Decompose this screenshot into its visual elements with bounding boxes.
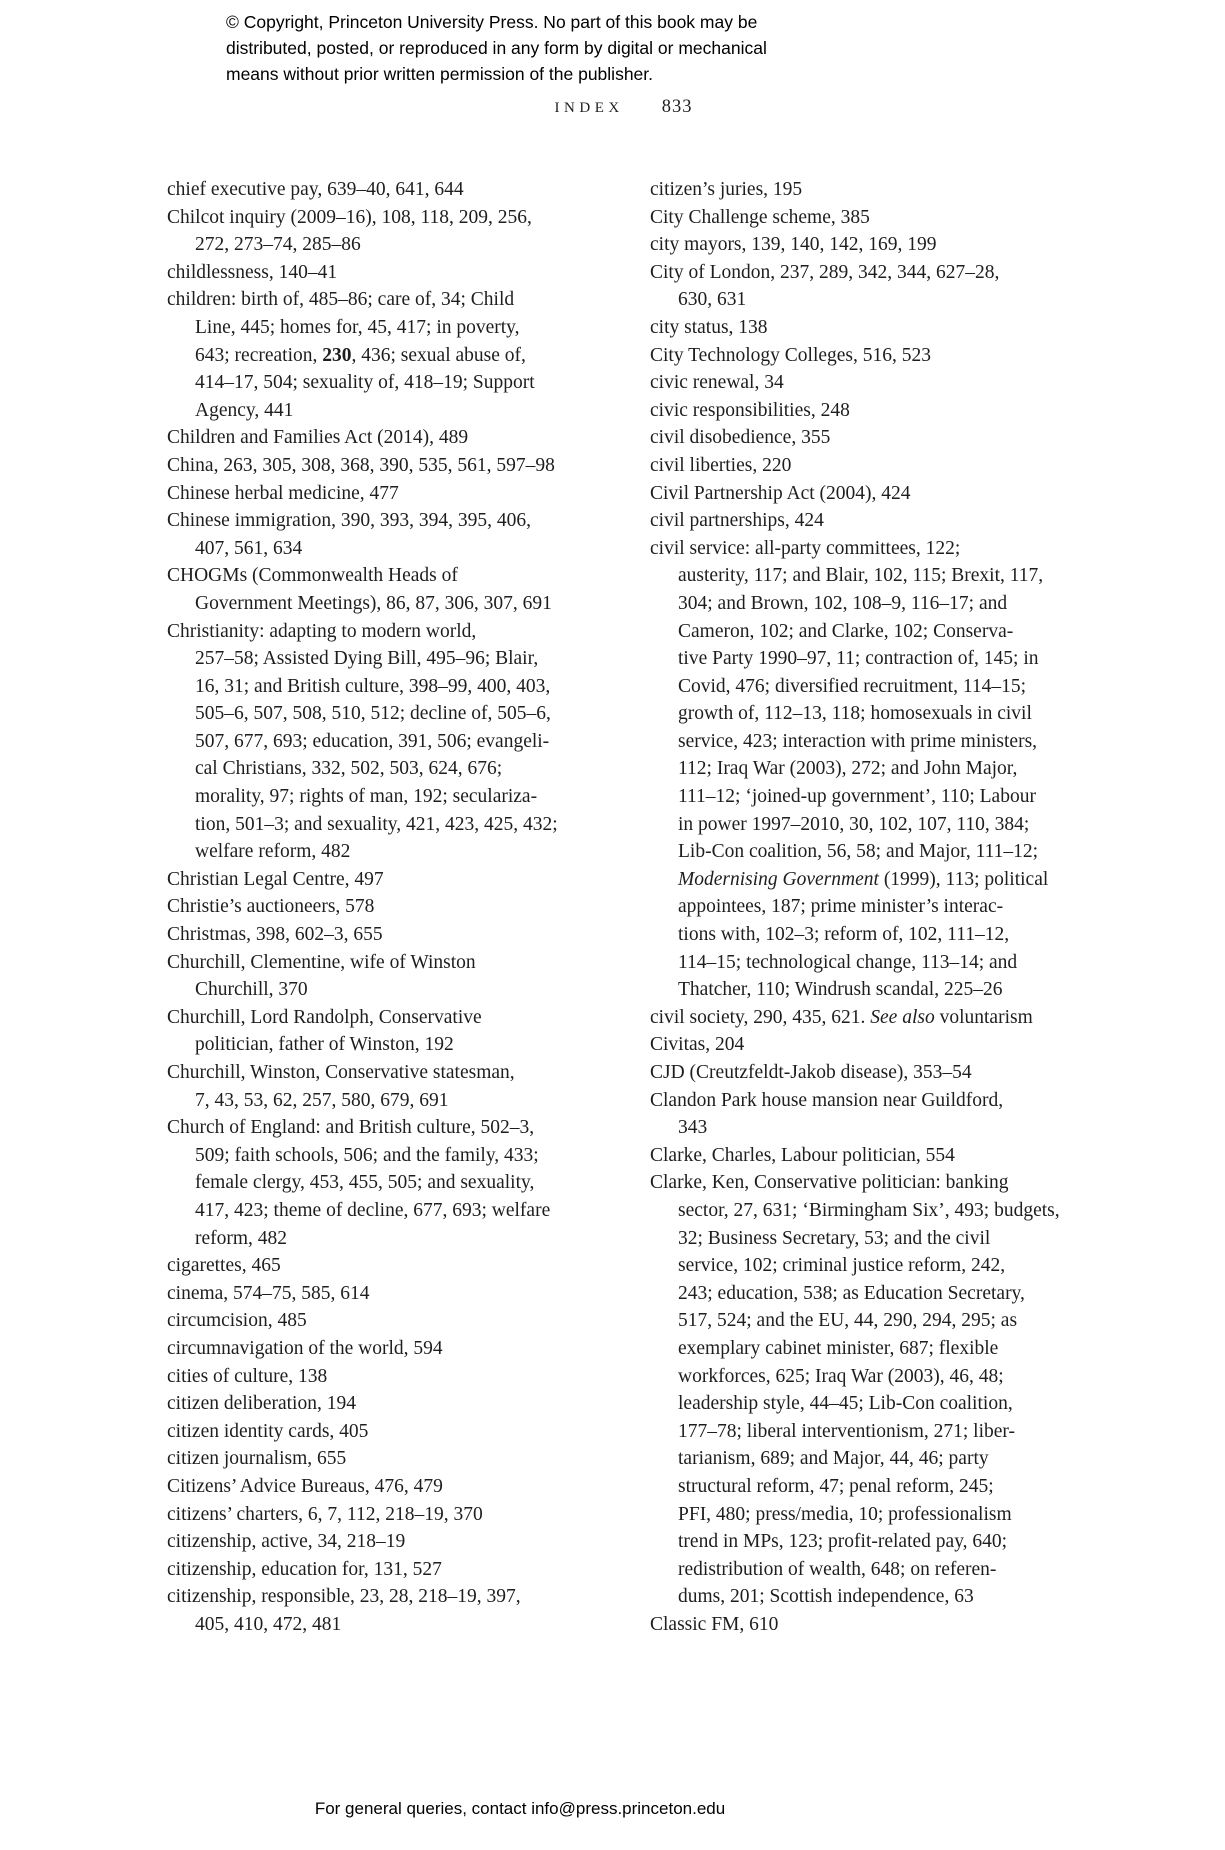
index-entry <box>167 1473 558 1501</box>
index-entry-line: cities of culture, 138 <box>167 1365 328 1387</box>
index-entry-line: childlessness, 140–41 <box>167 261 338 283</box>
index-entry-line: citizenship, responsible, 23, 28, 218–19, 397, <box>167 1586 521 1608</box>
index-entry-line-continuation: cal Christians, 332, 502, 503, 624, 676; <box>195 758 503 780</box>
index-entry <box>167 176 558 204</box>
index-entry-line-continuation: 643; recreation, 230, 436; sexual abuse of, <box>195 344 526 366</box>
copyright-line: distributed, posted, or reproduced in any form by digital or mechanical <box>226 38 767 58</box>
index-entry <box>167 259 558 287</box>
index-entry-line: citizen’s juries, 195 <box>650 179 803 200</box>
index-entry-line: Christianity: adapting to modern world, <box>167 620 477 642</box>
index-entry-line-continuation: appointees, 187; prime minister’s interac- <box>678 896 1004 918</box>
index-entry-line-continuation: 304; and Brown, 102, 108–9, 116–17; and <box>678 592 1008 614</box>
index-column-right <box>650 176 1060 1638</box>
index-entry-line: Christie’s auctioneers, 578 <box>167 896 375 918</box>
index-entry-line-continuation: Covid, 476; diversified recruitment, 114–15; <box>678 675 1027 697</box>
index-entry-line: civic responsibilities, 248 <box>650 399 850 421</box>
index-entry-line-continuation: 343 <box>678 1117 708 1139</box>
index-entry-line-continuation: austerity, 117; and Blair, 102, 115; Brexit, 117, <box>678 565 1044 587</box>
index-entry-line: city mayors, 139, 140, 142, 169, 199 <box>650 234 937 256</box>
index-entry-line-continuation: 7, 43, 53, 62, 257, 580, 679, 691 <box>195 1089 449 1111</box>
index-entry-line-continuation: tarianism, 689; and Major, 44, 46; party <box>678 1448 989 1470</box>
index-entry <box>650 1031 1060 1059</box>
index-entry-line-continuation: 509; faith schools, 506; and the family, 433; <box>195 1144 539 1166</box>
index-entry-line: circumnavigation of the world, 594 <box>167 1337 443 1359</box>
copyright-line: means without prior written permission of the publisher. <box>226 64 654 84</box>
index-entry <box>650 314 1060 342</box>
index-entry <box>650 369 1060 397</box>
index-entry-line-continuation: tion, 501–3; and sexuality, 421, 423, 425, 432; <box>195 813 558 835</box>
index-entry-line-continuation: tions with, 102–3; reform of, 102, 111–12, <box>678 924 1010 946</box>
index-entry <box>167 893 558 921</box>
index-entry <box>167 507 558 562</box>
index-entry <box>167 1418 558 1446</box>
index-title: INDEX <box>554 100 624 116</box>
index-entry <box>167 204 558 259</box>
index-entry-line-continuation: 111–12; ‘joined-up government’, 110; Labour <box>678 786 1036 808</box>
index-entry-line-continuation: 505–6, 507, 508, 510, 512; decline of, 505–6, <box>195 703 551 725</box>
index-entry <box>167 1390 558 1418</box>
index-entry <box>167 1280 558 1308</box>
index-entry-line-continuation: service, 102; criminal justice reform, 242, <box>678 1255 1006 1277</box>
index-entry-line: civil liberties, 220 <box>650 454 792 476</box>
index-entry <box>167 1307 558 1335</box>
index-column-left <box>167 176 558 1638</box>
index-entry <box>167 424 558 452</box>
index-entry-line-continuation: exemplary cabinet minister, 687; flexible <box>678 1337 999 1359</box>
index-entry-line-continuation: dums, 201; Scottish independence, 63 <box>678 1586 974 1608</box>
index-entry-line-continuation: redistribution of wealth, 648; on referen- <box>678 1558 997 1580</box>
index-entry <box>167 1363 558 1391</box>
index-entry-line-continuation: 507, 677, 693; education, 391, 506; evangeli- <box>195 730 550 752</box>
index-entry-line: City of London, 237, 289, 342, 344, 627–28, <box>650 261 1000 283</box>
index-entry <box>650 231 1060 259</box>
index-entry-line-continuation: service, 423; interaction with prime ministers, <box>678 730 1038 752</box>
index-entry-line-continuation: Churchill, 370 <box>195 979 308 1001</box>
index-entry-line-continuation: 414–17, 504; sexuality of, 418–19; Support <box>195 372 535 394</box>
index-entry-line: Clarke, Charles, Labour politician, 554 <box>650 1144 955 1166</box>
index-entry <box>650 397 1060 425</box>
index-entry-line-continuation: structural reform, 47; penal reform, 245; <box>678 1475 994 1497</box>
index-entry-line: Classic FM, 610 <box>650 1613 779 1635</box>
index-entry-line-continuation: in power 1997–2010, 30, 102, 107, 110, 384; <box>678 813 1030 835</box>
index-entry-line-continuation: 407, 561, 634 <box>195 537 303 559</box>
index-entry-line-continuation: 112; Iraq War (2003), 272; and John Major, <box>678 758 1018 780</box>
index-entry-line-continuation: 16, 31; and British culture, 398–99, 400, 403, <box>195 675 551 697</box>
index-entry-line: circumcision, 485 <box>167 1310 307 1332</box>
index-entry-line: Christmas, 398, 602–3, 655 <box>167 924 383 946</box>
index-entry-line-continuation: Lib-Con coalition, 56, 58; and Major, 111–12; <box>678 841 1039 863</box>
index-entry-line-continuation: reform, 482 <box>195 1227 288 1249</box>
index-entry <box>650 1087 1060 1142</box>
index-entry-line: Civitas, 204 <box>650 1034 745 1056</box>
index-entry <box>167 866 558 894</box>
index-entry-line: cigarettes, 465 <box>167 1255 281 1277</box>
index-entry <box>167 1059 558 1114</box>
index-entry-line: chief executive pay, 639–40, 641, 644 <box>167 179 464 200</box>
index-entry-line: Chinese herbal medicine, 477 <box>167 482 399 504</box>
index-entry <box>650 507 1060 535</box>
index-entry <box>650 424 1060 452</box>
index-entry-line-continuation: politician, father of Winston, 192 <box>195 1034 454 1056</box>
index-entry-line-continuation: growth of, 112–13, 118; homosexuals in civil <box>678 703 1032 725</box>
index-entry-line-continuation: welfare reform, 482 <box>195 841 351 863</box>
index-entry-line: citizenship, education for, 131, 527 <box>167 1558 442 1580</box>
index-entry <box>650 342 1060 370</box>
index-entry-line-continuation: 272, 273–74, 285–86 <box>195 234 361 256</box>
index-entry-line: Churchill, Clementine, wife of Winston <box>167 951 476 973</box>
index-entry <box>167 1004 558 1059</box>
copyright-notice <box>226 9 866 87</box>
index-entry <box>650 259 1060 314</box>
index-entry <box>167 1501 558 1529</box>
running-head <box>11 97 1225 118</box>
index-entry-line-continuation: 630, 631 <box>678 289 747 311</box>
index-entry <box>167 1252 558 1280</box>
index-entry <box>167 1583 558 1638</box>
index-entry-line-continuation: tive Party 1990–97, 11; contraction of, 145; in <box>678 648 1039 670</box>
index-entry-line: civil society, 290, 435, 621. See also voluntarism <box>650 1006 1033 1028</box>
index-entry <box>167 1114 558 1252</box>
index-entry-line-continuation: leadership style, 44–45; Lib-Con coalition, <box>678 1393 1013 1415</box>
index-entry-line: civil partnerships, 424 <box>650 510 824 532</box>
index-entry-line: citizen deliberation, 194 <box>167 1393 356 1415</box>
index-entry <box>167 1556 558 1584</box>
index-entry-line-continuation: morality, 97; rights of man, 192; seculariza- <box>195 786 538 808</box>
index-entry <box>650 1059 1060 1087</box>
index-entry-line: civil disobedience, 355 <box>650 427 831 449</box>
index-entry-line-continuation: Modernising Government (1999), 113; political <box>678 868 1049 890</box>
index-entry-line: civil service: all-party committees, 122; <box>650 537 961 559</box>
index-entry-line: Children and Families Act (2014), 489 <box>167 427 469 449</box>
index-entry-line: CJD (Creutzfeldt-Jakob disease), 353–54 <box>650 1062 972 1083</box>
index-entry-line: citizen journalism, 655 <box>167 1448 347 1470</box>
index-entry-line-continuation: 114–15; technological change, 113–14; and <box>678 951 1018 973</box>
index-entry-line-continuation: 417, 423; theme of decline, 677, 693; welfare <box>195 1199 551 1221</box>
index-entry <box>650 176 1060 204</box>
page-number: 833 <box>661 97 693 117</box>
index-entry <box>167 921 558 949</box>
index-entry-line-continuation: Agency, 441 <box>195 399 294 421</box>
index-entry-line: Churchill, Lord Randolph, Conservative <box>167 1006 482 1028</box>
index-entry <box>650 204 1060 232</box>
index-entry <box>167 1335 558 1363</box>
index-entry-line-continuation: Government Meetings), 86, 87, 306, 307, 691 <box>195 592 552 614</box>
index-entry-line: Chilcot inquiry (2009–16), 108, 118, 209, 256, <box>167 206 532 228</box>
index-entry-line: CHOGMs (Commonwealth Heads of <box>167 565 458 587</box>
index-entry-line-continuation: Thatcher, 110; Windrush scandal, 225–26 <box>678 979 1003 1001</box>
index-entry-line-continuation: 243; education, 538; as Education Secretary, <box>678 1282 1025 1304</box>
index-entry-line: citizens’ charters, 6, 7, 112, 218–19, 370 <box>167 1503 483 1525</box>
index-entry-line-continuation: 405, 410, 472, 481 <box>195 1613 342 1635</box>
index-entry <box>167 1445 558 1473</box>
index-entry <box>167 618 558 866</box>
index-entry-line: children: birth of, 485–86; care of, 34; Child <box>167 289 515 311</box>
index-entry-line: city status, 138 <box>650 316 768 338</box>
index-entry-line-continuation: Cameron, 102; and Clarke, 102; Conserva- <box>678 620 1014 642</box>
index-entry <box>167 1528 558 1556</box>
index-entry-line: Clandon Park house mansion near Guildford, <box>650 1089 1004 1111</box>
index-entry <box>650 1169 1060 1611</box>
index-entry-line-continuation: 257–58; Assisted Dying Bill, 495–96; Blair, <box>195 648 539 670</box>
index-entry-line-continuation: PFI, 480; press/media, 10; professionalism <box>678 1503 1012 1525</box>
index-entry-line: cinema, 574–75, 585, 614 <box>167 1282 370 1304</box>
index-entry-line-continuation: female clergy, 453, 455, 505; and sexuality, <box>195 1172 535 1194</box>
index-entry-line-continuation: trend in MPs, 123; profit-related pay, 640; <box>678 1531 1008 1553</box>
index-entry <box>650 452 1060 480</box>
index-entry-line: citizenship, active, 34, 218–19 <box>167 1531 406 1553</box>
index-entry-line-continuation: 517, 524; and the EU, 44, 290, 294, 295; as <box>678 1310 1018 1332</box>
index-entry-line: Civil Partnership Act (2004), 424 <box>650 482 911 504</box>
index-entry-line-continuation: Line, 445; homes for, 45, 417; in poverty, <box>195 316 520 338</box>
index-entry-line: Clarke, Ken, Conservative politician: banking <box>650 1172 1009 1194</box>
index-entry-line: City Technology Colleges, 516, 523 <box>650 344 932 366</box>
index-entry-line: China, 263, 305, 308, 368, 390, 535, 561, 597–98 <box>167 454 555 476</box>
index-entry-line: Churchill, Winston, Conservative statesman, <box>167 1062 515 1083</box>
index-entry-line: Church of England: and British culture, 502–3, <box>167 1117 535 1139</box>
index-entry <box>650 1142 1060 1170</box>
index-entry-line-continuation: 32; Business Secretary, 53; and the civil <box>678 1227 991 1249</box>
index-entry-line: City Challenge scheme, 385 <box>650 206 870 228</box>
index-entry <box>650 480 1060 508</box>
copyright-line: © Copyright, Princeton University Press. No part of this book may be <box>226 12 758 32</box>
footer-contact: For general queries, contact info@press.princeton.edu <box>314 1799 726 1818</box>
index-entry-line: Christian Legal Centre, 497 <box>167 868 384 890</box>
index-entry <box>650 535 1060 1004</box>
index-entry-line: Citizens’ Advice Bureaus, 476, 479 <box>167 1475 443 1497</box>
index-entry-line: citizen identity cards, 405 <box>167 1420 369 1442</box>
index-entry-line-continuation: workforces, 625; Iraq War (2003), 46, 48; <box>678 1365 1004 1387</box>
index-entry-line: civic renewal, 34 <box>650 372 784 394</box>
index-entry <box>650 1611 1060 1639</box>
index-entry <box>167 562 558 617</box>
index-entry <box>167 949 558 1004</box>
index-entry <box>167 286 558 424</box>
index-entry <box>650 1004 1060 1032</box>
index-entry-line-continuation: 177–78; liberal interventionism, 271; liber- <box>678 1420 1016 1442</box>
index-entry-line: Chinese immigration, 390, 393, 394, 395, 406, <box>167 510 531 532</box>
index-entry <box>167 452 558 480</box>
index-entry-line-continuation: sector, 27, 631; ‘Birmingham Six’, 493; budgets, <box>678 1199 1060 1221</box>
index-entry <box>167 480 558 508</box>
